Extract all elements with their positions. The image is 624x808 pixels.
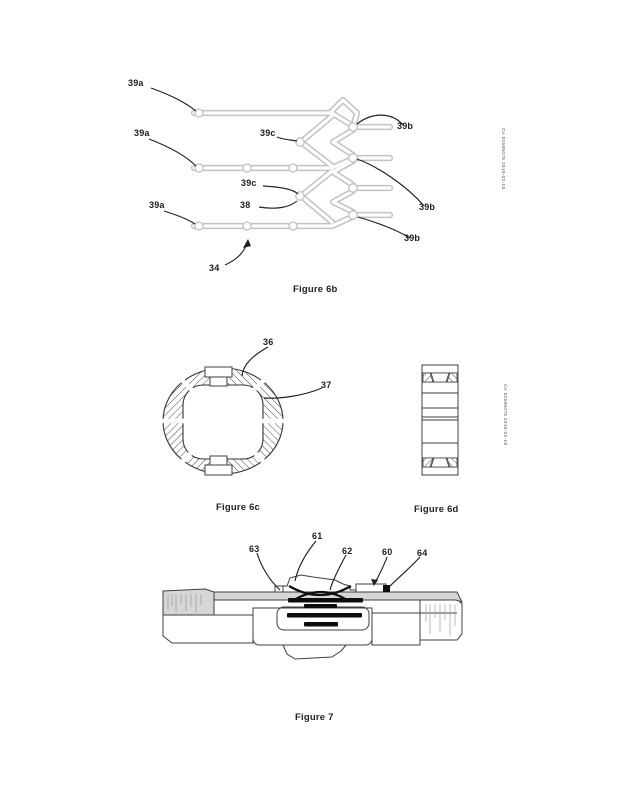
ref-label-37: 37 [321,380,332,390]
figure-7-leader-lines [257,541,420,590]
ref-label-36: 36 [263,337,274,347]
ref-label-60: 60 [382,547,393,557]
left-collar [163,589,214,615]
ref-label-61: 61 [312,531,323,541]
ref-label-39c-1: 39c [260,128,276,138]
ref-label-62: 62 [342,546,353,556]
lock-plate [356,584,386,592]
ref-label-38: 38 [240,200,251,210]
caption-figure-7: Figure 7 [295,712,334,723]
ref-label-34: 34 [209,263,220,273]
ref-label-39b-1: 39b [397,121,414,131]
ref-label-39c-2: 39c [241,178,257,188]
figure-6c-drawing [155,347,322,475]
caption-figure-6d: Figure 6d [414,504,459,515]
figure-7-drawing [163,541,462,659]
ring-segment-gaps [155,373,291,469]
figure-6b-drawing [149,88,424,265]
caption-figure-6c: Figure 6c [216,502,261,513]
ref-label-39b-2: 39b [419,202,436,212]
bottom-lug [283,645,346,659]
patent-stamp-top: CA 02695076 2010-02-18 [501,128,506,190]
caption-figure-6b: Figure 6b [293,284,338,295]
ref-label-39b-3: 39b [404,233,421,243]
figure-6d-drawing [422,365,458,475]
ref-label-39a-3: 39a [149,200,165,210]
ref-label-39a-2: 39a [134,128,150,138]
patent-stamp-middle: CA 02695076 2010-02-18 [503,384,508,446]
ref-label-63: 63 [249,544,260,554]
lock-block [383,585,390,592]
ref-label-39a-1: 39a [128,78,144,88]
ref-label-64: 64 [417,548,428,558]
